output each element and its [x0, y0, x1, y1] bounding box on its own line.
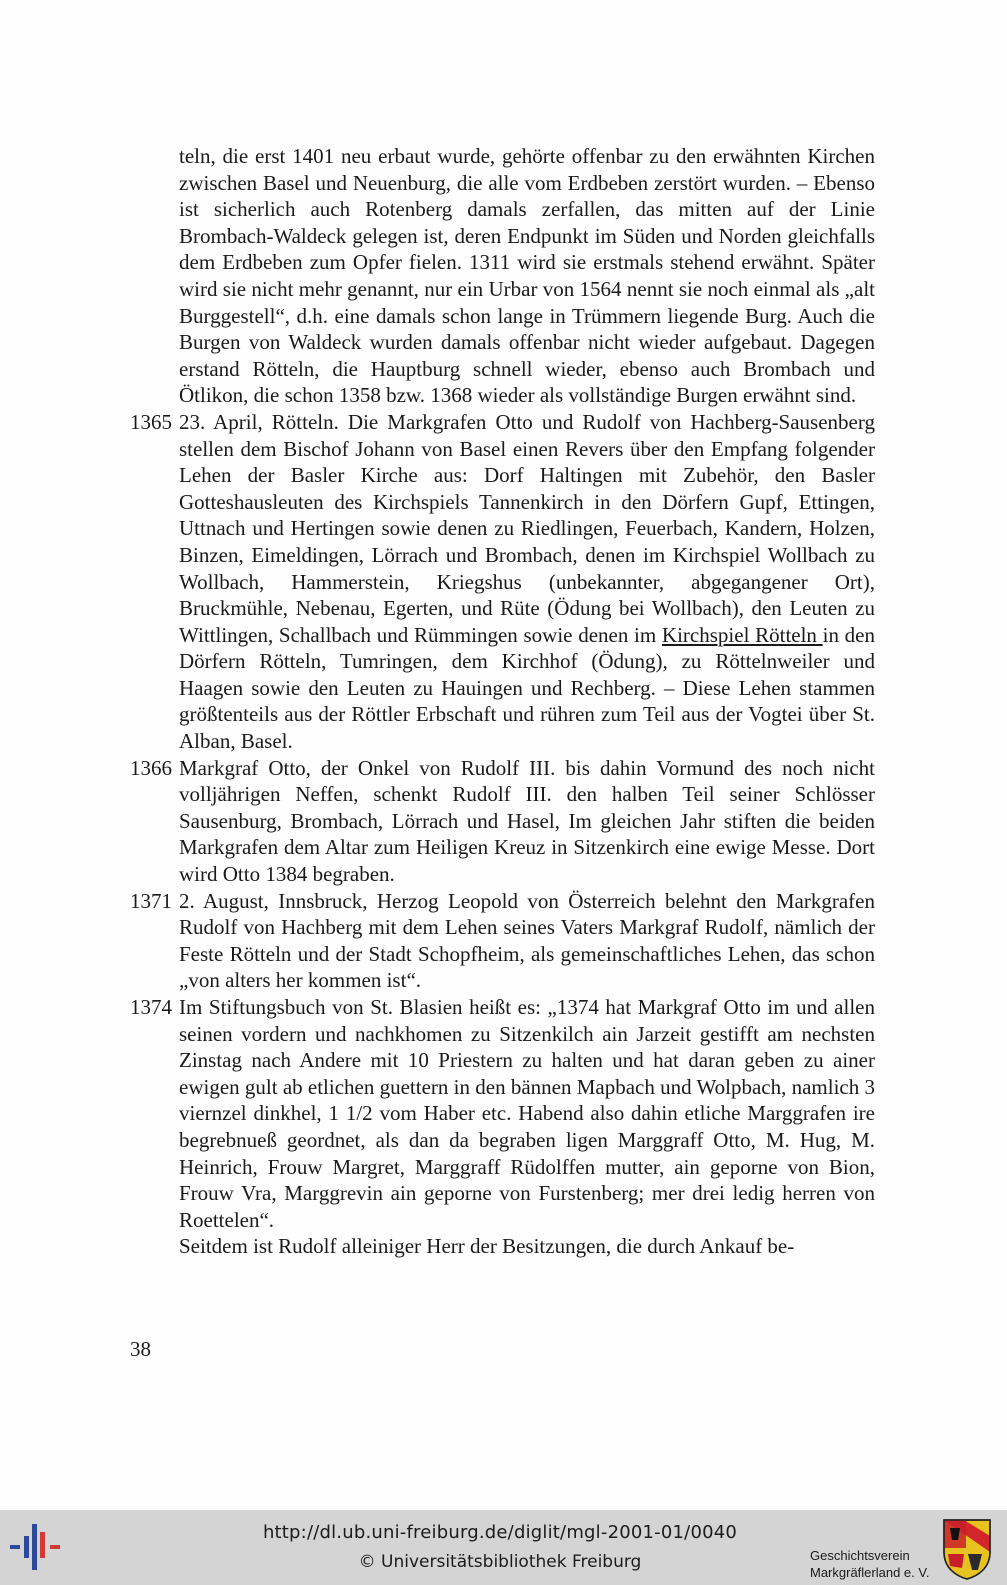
coat-of-arms-icon — [942, 1518, 992, 1580]
society-line-1: Geschichtsverein — [810, 1548, 910, 1563]
entry-year: 1365 — [130, 409, 172, 434]
society-line-2: Markgräflerland e. V. — [810, 1565, 930, 1580]
footer-bar — [0, 1510, 1007, 1585]
body-text — [130, 143, 875, 1260]
entry-1366 — [130, 755, 875, 888]
entry-year: 1366 — [130, 755, 172, 780]
society-name — [810, 1547, 929, 1581]
entry-year: 1374 — [130, 995, 172, 1019]
footer-url-link[interactable]: http://dl.ub.uni-freiburg.de/diglit/mgl-2001-01/0040 — [262, 1522, 738, 1543]
entry-text: Im Stiftungsbuch von St. Blasien heißt es: „1374 hat Markgraf Otto im und allen seinen vordern und nachkhomen zu Sitzenkilch ain Jarzeit gestifft am nechsten Zinstag nach Andere mit 10 Priestern zu halten und hat daran geben zu ainer ewigen gult ab etlichen guettern in den bännen Mapbach und Wolpbach, namlich 3 viernzel dinkhel, 1 1/2 vom Haber etc. Habend also dahin etliche Marggrafen ire begrebnueß geordnet, als dan da begraben ligen Marggraff Otto, M. Hug, M. Heinrich, Frouw Margret, Marggraff Rüdolffen mutter, ain geporne von Bion, Frouw Vra, Marggrevin ain geporne von Furstenberg; mer drei ledig herren von Roettelen“. — [179, 995, 875, 1232]
entry-text-continued: in den Dörfern Rötteln, Tumringen, dem Kirchhof (Ödung), zu Röttelnweiler und Haagen sowie den Leuten zu Hauingen und Rechberg. – Diese Lehen stammen größtenteils aus der Röttler Erbschaft und rühren zum Teil aus der Vogtei über St. Alban, Basel. — [179, 622, 875, 754]
closing-paragraph: Seitdem ist Rudolf alleiniger Herr der Besitzungen, die durch Ankauf be- — [179, 1234, 795, 1259]
entry-year: 1371 — [130, 888, 172, 913]
entry-text: 2. August, Innsbruck, Herzog Leopold von Österreich belehnt den Markgrafen Rudolf von Hachberg mit dem Lehen seines Vaters Markgraf Rudolf, nämlich der Feste Rötteln und der Stadt Schopfheim, als gemeinschaftliches Lehen, das schon „von alters her kommen ist“. — [179, 888, 875, 993]
entry-1374 — [130, 994, 875, 1233]
footer-copyright: © Universitätsbibliothek Freiburg — [358, 1552, 642, 1572]
entry-text: 23. April, Rötteln. Die Markgrafen Otto und Rudolf von Hachberg-Sausenberg stellen dem Bischof Johann von Basel einen Revers über den Empfang folgender Lehen der Basler Kirche aus: Dorf Haltingen mit Zubehör, den Basler Gotteshausleuten des Kirchspiels Tannenkirch in den Dörfern Gupf, Ettingen, Uttnach und Hertingen sowie denen zu Riedlingen, Feuerbach, Kandern, Holzen, Binzen, Eimeldingen, Lörrach und Brombach, denen im Kirchspiel Wollbach zu Wollbach, Hammerstein, Kriegshus (unbekannter, abgegangener Ort), Bruckmühle, Nebenau, Egerten, und Rüte (Ödung bei Wollbach), den Leuten zu Wittlingen, Schallbach und Rümmingen sowie denen im — [179, 409, 875, 647]
page-number: 38 — [130, 1337, 151, 1361]
entry-1371 — [130, 888, 875, 994]
intro-paragraph: teln, die erst 1401 neu erbaut wurde, gehörte offenbar zu den erwähnten Kirchen zwischen Basel und Neuenburg, die alle vom Erdbeben zerstört wurden. – Ebenso ist sicherlich auch Rotenberg damals zerfallen, das mitten auf der Linie Brombach-Waldeck gelegen ist, deren Endpunkt im Süden und Norden gleichfalls dem Erdbeben zum Opfer fielen. 1311 wird sie erstmals stehend erwähnt. Später wird sie nicht mehr genannt, nur ein Urbar von 1564 nennt sie noch einmal als „alt Burggestell“, d.h. eine damals schon lange in Trümmern liegende Burg. Auch die Burgen von Waldeck wurden damals offenbar nicht wieder aufgebaut. Dagegen erstand Rötteln, die Hauptburg schnell wieder, ebenso auch Brombach und Ötlikon, die schon 1358 bzw. 1368 wieder als vollständige Burgen erwähnt sind. — [179, 144, 875, 408]
entry-1365 — [130, 409, 875, 755]
ub-logo-icon[interactable] — [10, 1524, 62, 1570]
entry-text: Markgraf Otto, der Onkel von Rudolf III. bis dahin Vormund des noch nicht volljährigen Neffen, schenkt Rudolf III. den halben Teil seiner Schlösser Sausenburg, Brombach, Lörrach und Hasel, Im gleichen Jahr stiften die beiden Markgrafen dem Altar zum Heiligen Kreuz in Sitzenkirch eine ewige Messe. Dort wird Otto 1384 begraben. — [179, 755, 875, 887]
underlined-phrase: Kirchspiel Rötteln — [661, 622, 823, 647]
